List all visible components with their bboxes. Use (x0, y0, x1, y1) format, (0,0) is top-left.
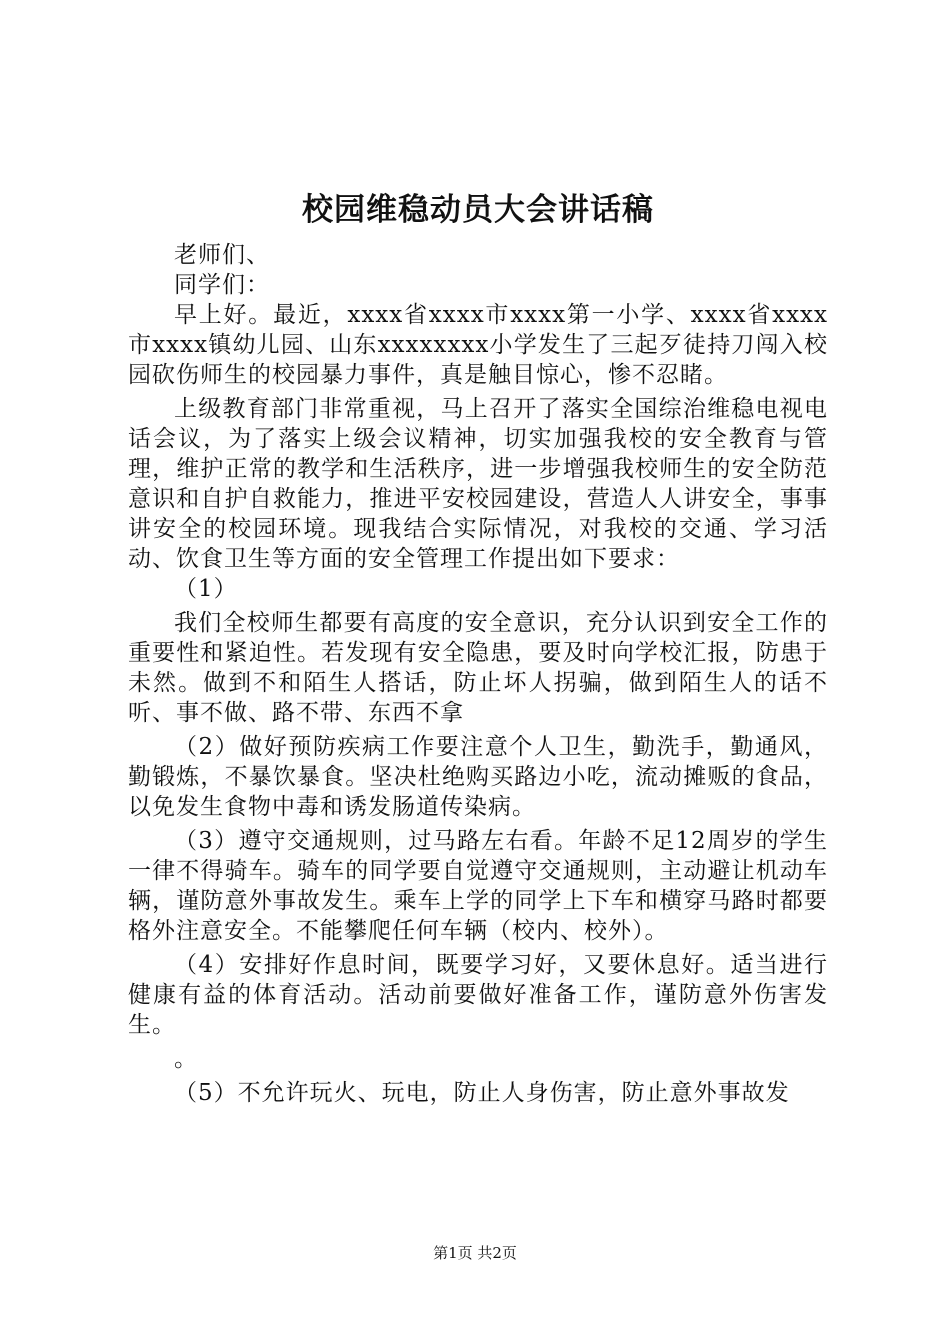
item-5: （5）不允许玩火、玩电，防止人身伤害，防止意外事故发 (174, 1080, 790, 1106)
item-4: （4）安排好作息时间，既要学习好，又要休息好。适当进行健康有益的体育活动。活动前要做好准备工作，谨防意外伤害发生。 (128, 952, 828, 1038)
document-body (128, 188, 828, 1108)
page-number-footer: 第1页 共2页 (433, 1244, 517, 1262)
salutation-students: 同学们： (174, 272, 270, 298)
stray-period: 。 (174, 1046, 198, 1072)
salutation-teachers: 老师们、 (174, 242, 270, 268)
document-title: 校园维稳动员大会讲话稿 (302, 192, 654, 228)
paragraph-background: 上级教育部门非常重视，马上召开了落实全国综治维稳电视电话会议，为了落实上级会议精神，切实加强我校的安全教育与管理，维护正常的教学和生活秩序，进一步增强我校师生的安全防范意识和自护自救能力，推进平安校园建设，营造人人讲安全，事事讲安全的校园环境。现我结合实际情况，对我校的交通、学习活动、饮食卫生等方面的安全管理工作提出如下要求： (128, 396, 828, 572)
item-3: （3）遵守交通规则，过马路左右看。年龄不足12周岁的学生一律不得骑车。骑车的同学要自觉遵守交通规则，主动避让机动车辆，谨防意外事故发生。乘车上学的同学上下车和横穿马路时都要格外注意安全。不能攀爬任何车辆（校内、校外）。 (128, 828, 828, 944)
item-1-body: 我们全校师生都要有高度的安全意识，充分认识到安全工作的重要性和紧迫性。若发现有安全隐患，要及时向学校汇报，防患于未然。做到不和陌生人搭话，防止坏人拐骗，做到陌生人的话不听、事不做、路不带、东西不拿 (128, 610, 828, 726)
paragraph-greeting: 早上好。最近，xxxx省xxxx市xxxx第一小学、xxxx省xxxx市xxxx镇幼儿园、山东xxxxxxxx小学发生了三起歹徒持刀闯入校园砍伤师生的校园暴力事件，真是触目惊心，惨不忍睹。 (128, 302, 828, 388)
item-2: （2）做好预防疾病工作要注意个人卫生，勤洗手，勤通风，勤锻炼，不暴饮暴食。坚决杜绝购买路边小吃，流动摊贩的食品，以免发生食物中毒和诱发肠道传染病。 (128, 734, 828, 820)
item-1-heading: （1） (174, 576, 238, 602)
